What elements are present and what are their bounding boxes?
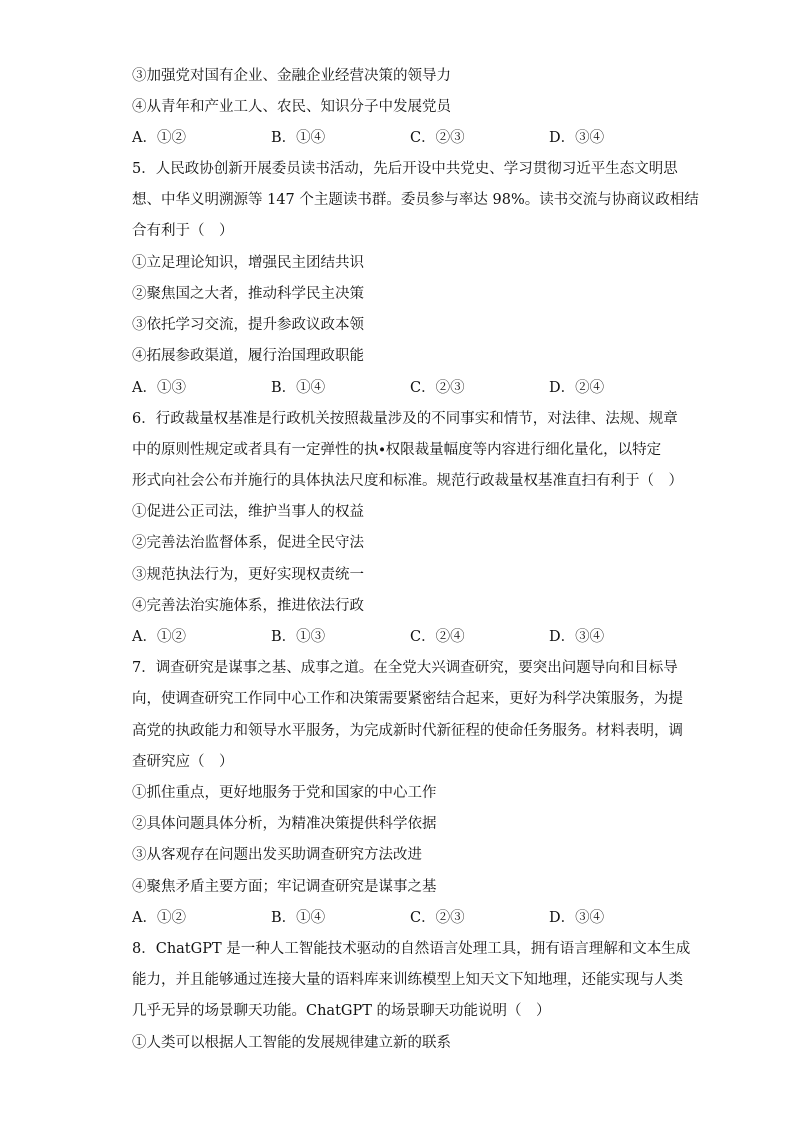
q7-item-4: ④聚焦矛盾主要方面；牢记调查研究是谋事之基 [132, 879, 437, 895]
q5-item-2: ②聚焦国之大者，推动科学民主决策 [132, 286, 364, 302]
q4-option-c: C．②③ [410, 130, 465, 146]
q6-option-c: C．②④ [410, 629, 465, 645]
q8-item-1: ①人类可以根据人工智能的发展规律建立新的联系 [132, 1035, 451, 1051]
q6-item-3: ③规范执法行为，更好实现权责统一 [132, 567, 364, 583]
q7-stem-line-1: 7．调查研究是谋事之基、成事之道。在全党大兴调查研究，要突出问题导向和目标导 [132, 660, 678, 676]
q4-item-3: ③加强党对国有企业、金融企业经营决策的领导力 [132, 68, 451, 84]
q7-option-d: D．③④ [549, 910, 605, 926]
q5-item-4: ④拓展参政渠道，履行治国理政职能 [132, 348, 364, 364]
q7-item-3: ③从客观存在问题出发买助调查研究方法改进 [132, 847, 422, 863]
q7-item-1: ①抓住重点，更好地服务于党和国家的中心工作 [132, 785, 437, 801]
q5-options [132, 379, 672, 397]
q6-option-b: B．①③ [271, 629, 326, 645]
q5-item-1: ①立足理论知识，增强民主团结共识 [132, 255, 364, 271]
q7-item-2: ②具体问题具体分析，为精准决策提供科学依据 [132, 816, 437, 832]
q7-option-a: A．①② [132, 910, 186, 926]
q7-stem-line-3: 高党的执政能力和领导水平服务，为完成新时代新征程的使命任务服务。材料表明，调 [132, 723, 683, 739]
q6-item-4: ④完善法治实施体系，推进依法行政 [132, 598, 364, 614]
q6-item-1: ①促进公正司法，维护当事人的权益 [132, 504, 364, 520]
q6-stem-line-1: 6．行政裁量权基准是行政机关按照裁量涉及的不同事实和情节，对法律、法规、规章 [132, 411, 678, 427]
q5-stem-line-3: 合有利于（ ） [132, 223, 234, 239]
q7-stem-line-4: 查研究应（ ） [132, 754, 234, 770]
q6-option-a: A．①② [132, 629, 186, 645]
q5-stem-line-1: 5．人民政协创新开展委员读书活动，先后开设中共党史、学习贯彻习近平生态文明思 [132, 161, 678, 177]
q6-stem-line-3: 形式向社会公布并施行的具体执法尺度和标准。规范行政裁量权基准直扫有利于（ ） [132, 473, 683, 489]
q4-options [132, 129, 672, 147]
q8-stem-line-1: 8．ChatGPT 是一种人工智能技术驱动的自然语言处理工具，拥有语言理解和文本生成 [132, 941, 691, 957]
q7-stem-line-2: 向，使调查研究工作同中心工作和决策需要紧密结合起来，更好为科学决策服务，为提 [132, 691, 683, 707]
q4-option-d: D．③④ [549, 130, 605, 146]
q6-option-d: D．③④ [549, 629, 605, 645]
q4-item-4: ④从青年和产业工人、农民、知识分子中发展党员 [132, 99, 451, 115]
q5-option-b: B．①④ [271, 380, 326, 396]
q6-item-2: ②完善法治监督体系，促进全民守法 [132, 535, 364, 551]
q7-option-c: C．②③ [410, 910, 465, 926]
q5-option-c: C．②③ [410, 380, 465, 396]
q4-option-b: B．①④ [271, 130, 326, 146]
q5-option-d: D．②④ [549, 380, 605, 396]
q8-stem-line-3: 几乎无异的场景聊天功能。ChatGPT 的场景聊天功能说明（ ） [132, 1003, 551, 1019]
q6-stem-line-2: 中的原则性规定或者具有一定弹性的执∙权限裁量幅度等内容进行细化量化，以特定 [132, 442, 662, 458]
q5-item-3: ③依托学习交流，提升参政议政本领 [132, 317, 364, 333]
q5-stem-line-2: 想、中华义明溯源等 147 个主题读书群。委员参与率达 98%。读书交流与协商议政相结 [132, 192, 699, 208]
q7-option-b: B．①④ [271, 910, 326, 926]
q8-stem-line-2: 能力，并且能够通过连接大量的语料库来训练模型上知天文下知地理，还能实现与人类 [132, 972, 683, 988]
q6-options [132, 628, 672, 646]
q7-options [132, 909, 672, 927]
q4-option-a: A．①② [132, 130, 186, 146]
q5-option-a: A．①③ [132, 380, 186, 396]
